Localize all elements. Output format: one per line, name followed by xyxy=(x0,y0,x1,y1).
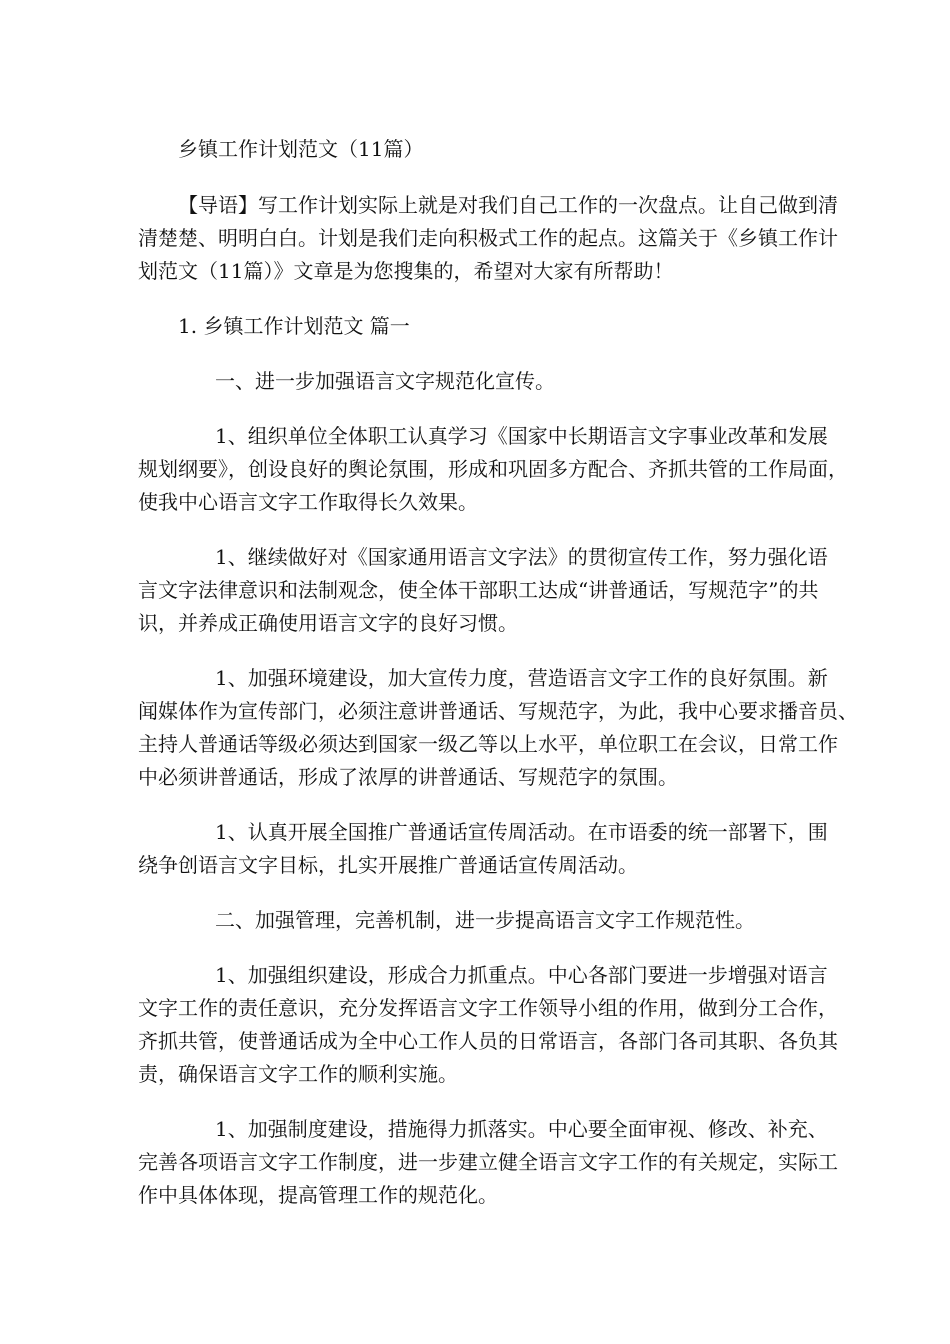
paragraph-line: 1、加强制度建设，措施得力抓落实。中心要全面审视、修改、补充、 xyxy=(215,1117,828,1141)
paragraph-line: 作中具体体现，提高管理工作的规范化。 xyxy=(138,1183,498,1207)
paragraph-line: 完善各项语言文字工作制度，进一步建立健全语言文字工作的有关规定，实际工 xyxy=(138,1150,838,1174)
paragraph-line: 划范文（11篇）》文章是为您搜集的，希望对大家有所帮助！ xyxy=(138,259,674,283)
part-heading-1: 一、进一步加强语言文字规范化宣传。 xyxy=(215,369,555,393)
paragraph-line: 齐抓共管，使普通话成为全中心工作人员的日常语言，各部门各司其职、各负其 xyxy=(138,1029,838,1053)
paragraph-line: 主持人普通话等级必须达到国家一级乙等以上水平，单位职工在会议，日常工作 xyxy=(138,732,838,756)
paragraph-line: 1、认真开展全国推广普通话宣传周活动。在市语委的统一部署下，围 xyxy=(215,820,828,844)
paragraph-line: 规划纲要》，创设良好的舆论氛围，形成和巩固多方配合、齐抓共管的工作局面， xyxy=(138,457,848,481)
paragraph-line: 清楚楚、明明白白。计划是我们走向积极式工作的起点。这篇关于《乡镇工作计 xyxy=(138,226,838,250)
paragraph-line: 使我中心语言文字工作取得长久效果。 xyxy=(138,490,478,514)
paragraph-line: 【导语】写工作计划实际上就是对我们自己工作的一次盘点。让自己做到清 xyxy=(178,193,838,217)
paragraph-line: 言文字法律意识和法制观念，使全体干部职工达成“讲普通话，写规范字”的共 xyxy=(138,578,819,602)
paragraph-line: 文字工作的责任意识，充分发挥语言文字工作领导小组的作用，做到分工合作， xyxy=(138,996,838,1020)
paragraph-line: 中必须讲普通话，形成了浓厚的讲普通话、写规范字的氛围。 xyxy=(138,765,678,789)
paragraph-line: 绕争创语言文字目标，扎实开展推广普通话宣传周活动。 xyxy=(138,853,638,877)
section-heading: 1. 乡镇工作计划范文 篇一 xyxy=(178,314,410,338)
paragraph-line: 1、加强环境建设，加大宣传力度，营造语言文字工作的良好氛围。新 xyxy=(215,666,828,690)
paragraph-line: 责，确保语言文字工作的顺利实施。 xyxy=(138,1062,458,1086)
part-heading-2: 二、加强管理，完善机制，进一步提高语言文字工作规范性。 xyxy=(215,908,755,932)
paragraph-line: 1、组织单位全体职工认真学习《国家中长期语言文字事业改革和发展 xyxy=(215,424,828,448)
paragraph-line: 识，并养成正确使用语言文字的良好习惯。 xyxy=(138,611,518,635)
paragraph-line: 1、继续做好对《国家通用语言文字法》的贯彻宣传工作，努力强化语 xyxy=(215,545,828,569)
paragraph-line: 1、加强组织建设，形成合力抓重点。中心各部门要进一步增强对语言 xyxy=(215,963,828,987)
document-title: 乡镇工作计划范文（11篇） xyxy=(178,137,424,161)
paragraph-line: 闻媒体作为宣传部门，必须注意讲普通话、写规范字，为此，我中心要求播音员、 xyxy=(138,699,858,723)
